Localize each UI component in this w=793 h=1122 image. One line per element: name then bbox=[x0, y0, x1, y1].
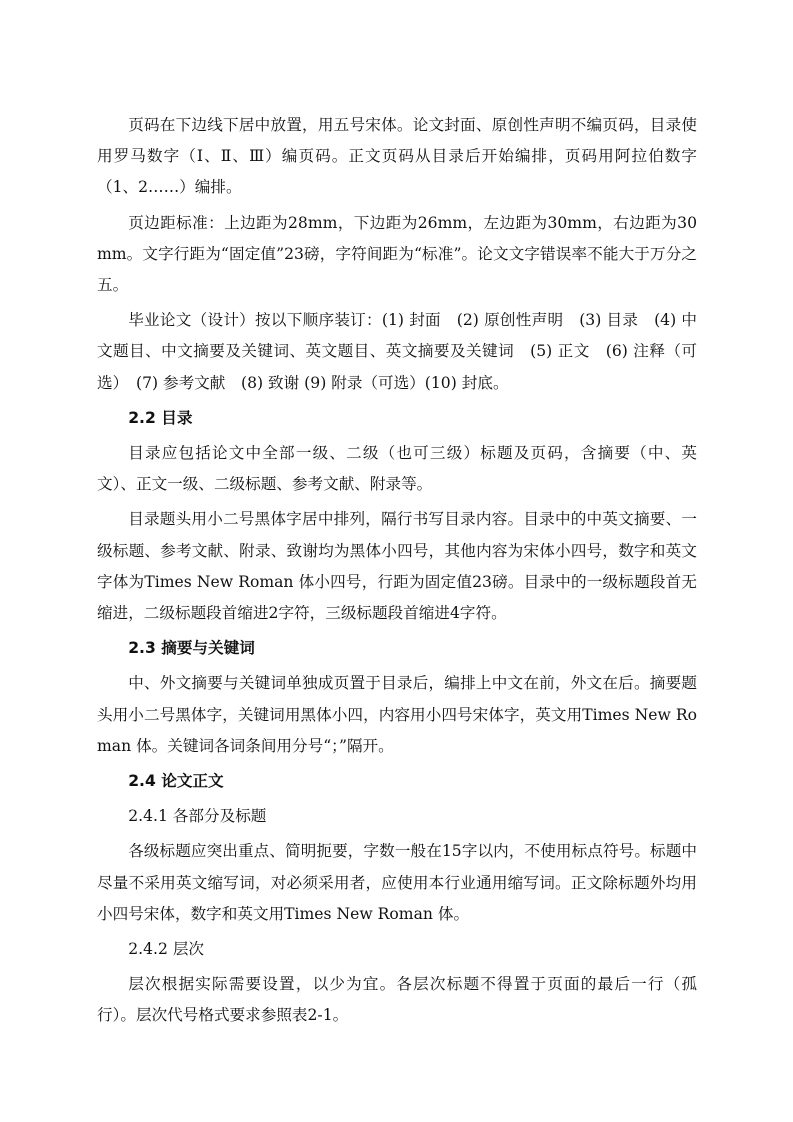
paragraph-margins: 页边距标准：上边距为28mm，下边距为26mm，左边距为30mm，右边距为30mm。文字行距为“固定值”23磅，字符间距为“标准”。论文文字错误率不能大于万分之五。 bbox=[97, 213, 697, 295]
heading-toc: 2.2 目录 bbox=[128, 408, 193, 427]
heading-body: 2.4 论文正文 bbox=[128, 772, 224, 791]
document-page bbox=[97, 110, 697, 1036]
paragraph-page-numbering: 页码在下边线下居中放置，用五号宋体。论文封面、原创性声明不编页码，目录使用罗马数字（Ⅰ、Ⅱ、Ⅲ）编页码。正文页码从目录后开始编排，页码用阿拉伯数字（1、2……）编排。 bbox=[97, 116, 697, 197]
paragraph-parts-and-titles: 各级标题应突出重点、简明扼要，字数一般在15字以内，不使用标点符号。标题中尽量不采用英文缩写词，对必须采用者，应使用本行业通用缩写词。正文除标题外均用小四号宋体，数字和英文用Times New Roman 体。 bbox=[97, 842, 697, 923]
paragraph-levels: 层次根据实际需要设置，以少为宜。各层次标题不得置于页面的最后一行（孤行）。层次代号格式要求参照表2-1。 bbox=[97, 975, 697, 1025]
heading-abstract: 2.3 摘要与关键词 bbox=[128, 639, 255, 658]
heading-levels: 2.4.2 层次 bbox=[128, 940, 205, 959]
paragraph-toc-contents: 目录应包括论文中全部一级、二级（也可三级）标题及页码，含摘要（中、英文）、正文一级、二级标题、参考文献、附录等。 bbox=[97, 444, 697, 494]
paragraph-binding-order: 毕业论文（设计）按以下顺序装订：(1) 封面 (2) 原创性声明 (3) 目录 (4) 中文题目、中文摘要及关键词、英文题目、英文摘要及关键词 (5) 正文 (6) 注释（可选） (7) 参考文献 (8) 致谢 (9) 附录（可选）(10) 封底。 bbox=[97, 311, 697, 392]
paragraph-abstract: 中、外文摘要与关键词单独成页置于目录后，编排上中文在前，外文在后。摘要题头用小二号黑体字，关键词用黑体小四，内容用小四号宋体字，英文用Times New Roman 体。关键词各词条间用分号“；”隔开。 bbox=[97, 674, 697, 755]
paragraph-toc-format: 目录题头用小二号黑体字居中排列，隔行书写目录内容。目录中的中英文摘要、一级标题、参考文献、附录、致谢均为黑体小四号，其他内容为宋体小四号，数字和英文字体为Times New Roman 体小四号，行距为固定值23磅。目录中的一级标题段首无缩进，二级标题段首缩进2字符，三级标题段首缩进4字符。 bbox=[97, 510, 697, 623]
heading-parts-and-titles: 2.4.1 各部分及标题 bbox=[128, 807, 267, 826]
